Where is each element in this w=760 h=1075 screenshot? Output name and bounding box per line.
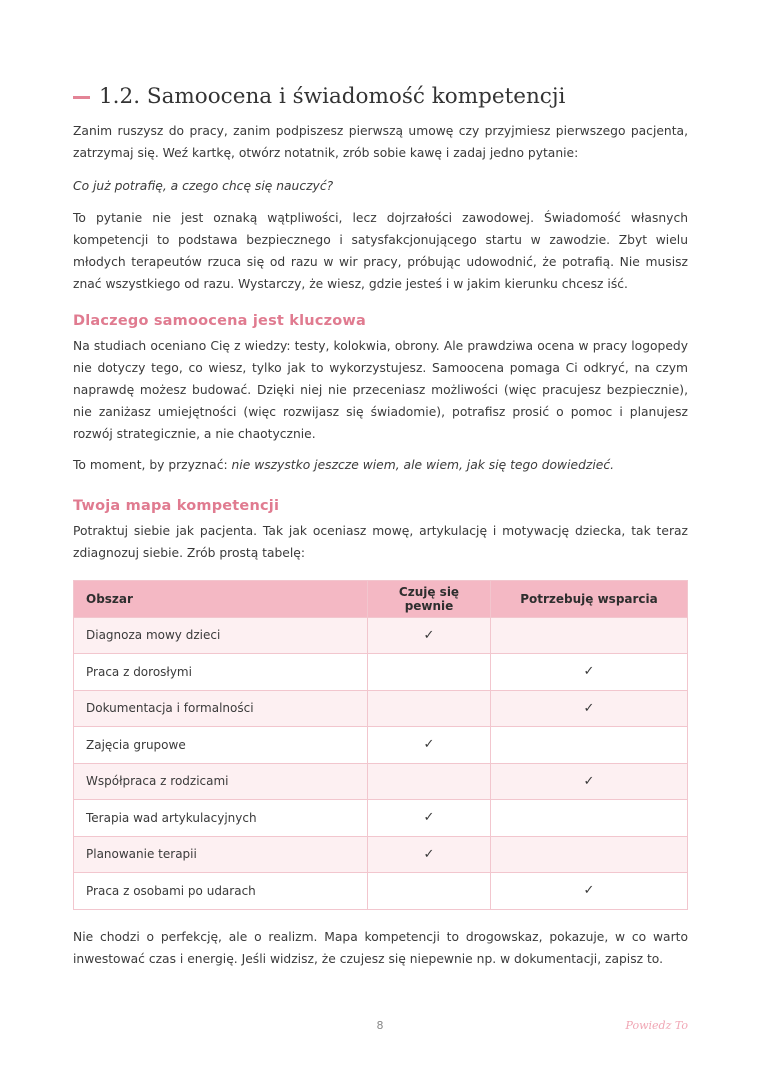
cell-confident: ✓ xyxy=(368,800,491,837)
table-row xyxy=(74,727,688,764)
table-row xyxy=(74,690,688,727)
moment-paragraph xyxy=(73,454,688,476)
cell-area: Dokumentacja i formalności xyxy=(74,690,368,727)
section1-paragraph: Na studiach oceniano Cię z wiedzy: testy, kolokwia, obrony. Ale prawdziwa ocena w pracy logopedy nie dotyczy tego, co wiesz, tylko jak to wykorzystujesz. Samoocena pomaga Ci odkryć, na czym naprawdę możesz budować. Dzięki niej nie przeceniasz możliwości (więc pracujesz bezpiecznie), nie zaniżasz umiejętności (więc rozwijasz się świadomie), potrafisz prosić o pomoc i planujesz rozwój strategicznie, a nie chaotycznie. xyxy=(73,339,688,441)
page-number: 8 xyxy=(376,1019,384,1032)
cell-confident xyxy=(368,873,491,910)
cell-area: Planowanie terapii xyxy=(74,836,368,873)
cell-confident xyxy=(368,654,491,691)
cell-area: Terapia wad artykulacyjnych xyxy=(74,800,368,837)
cell-confident xyxy=(368,690,491,727)
cell-support xyxy=(491,727,688,764)
competence-table xyxy=(73,580,688,910)
cell-area: Współpraca z rodzicami xyxy=(74,763,368,800)
body-paragraph-2: To pytanie nie jest oznaką wątpliwości, lecz dojrzałości zawodowej. Świadomość własnych kompetencji to podstawa bezpiecznego i satysfakcjonującego startu w zawodzie. Zbyt wielu młodych terapeutów rzuca się od razu w wir pracy, próbując udowodnić, że potrafią. Nie musisz znać wszystkiego od razu. Wystarczy, że wiesz, gdzie jesteś i w jakim kierunku chcesz iść. xyxy=(73,211,688,291)
cell-support: ✓ xyxy=(491,690,688,727)
table-row xyxy=(74,654,688,691)
header-confident: Czuję się pewnie xyxy=(368,581,491,618)
heading-dash xyxy=(73,96,90,99)
section-heading-competence-map: Twoja mapa kompetencji xyxy=(73,498,280,514)
cell-support: ✓ xyxy=(491,763,688,800)
section2-paragraph: Potraktuj siebie jak pacjenta. Tak jak oceniasz mowę, artykulację i motywację dziecka, tak teraz zdiagnozuj siebie. Zrób prostą tabelę: xyxy=(73,524,688,560)
table-row xyxy=(74,836,688,873)
quote-paragraph: Co już potrafię, a czego chcę się nauczyć? xyxy=(73,179,334,193)
cell-area: Diagnoza mowy dzieci xyxy=(74,617,368,654)
page-title: 1.2. Samoocena i świadomość kompetencji xyxy=(99,83,566,109)
table-header-row xyxy=(74,581,688,618)
cell-support xyxy=(491,617,688,654)
footer-brand: Powiedz To xyxy=(625,1019,688,1032)
header-support: Potrzebuję wsparcia xyxy=(491,581,688,618)
header-area: Obszar xyxy=(74,581,368,618)
cell-confident: ✓ xyxy=(368,727,491,764)
table-row xyxy=(74,763,688,800)
cell-confident: ✓ xyxy=(368,836,491,873)
section-heading-self-assessment: Dlaczego samoocena jest kluczowa xyxy=(73,313,367,329)
cell-support: ✓ xyxy=(491,654,688,691)
cell-support xyxy=(491,800,688,837)
cell-support: ✓ xyxy=(491,873,688,910)
cell-area: Praca z dorosłymi xyxy=(74,654,368,691)
table-row xyxy=(74,800,688,837)
table-row xyxy=(74,617,688,654)
table-row xyxy=(74,873,688,910)
cell-area: Zajęcia grupowe xyxy=(74,727,368,764)
closing-paragraph: Nie chodzi o perfekcję, ale o realizm. Mapa kompetencji to drogowskaz, pokazuje, w co warto inwestować czas i energię. Jeśli widzisz, że czujesz się niepewnie np. w dokumentacji, zapisz to. xyxy=(73,929,688,966)
cell-area: Praca z osobami po udarach xyxy=(74,873,368,910)
cell-support xyxy=(491,836,688,873)
cell-confident: ✓ xyxy=(368,617,491,654)
page-content xyxy=(73,76,688,970)
moment-italic: nie wszystko jeszcze wiem, ale wiem, jak się tego dowiedzieć. xyxy=(231,458,614,472)
heading-row xyxy=(73,76,688,116)
intro-paragraph: Zanim ruszysz do pracy, zanim podpiszesz pierwszą umowę czy przyjmiesz pierwszego pacjenta, zatrzymaj się. Weź kartkę, otwórz notatnik, zrób sobie kawę i zadaj jedno pytanie: xyxy=(73,124,688,160)
moment-prefix: To moment, by przyznać: xyxy=(73,458,232,472)
cell-confident xyxy=(368,763,491,800)
